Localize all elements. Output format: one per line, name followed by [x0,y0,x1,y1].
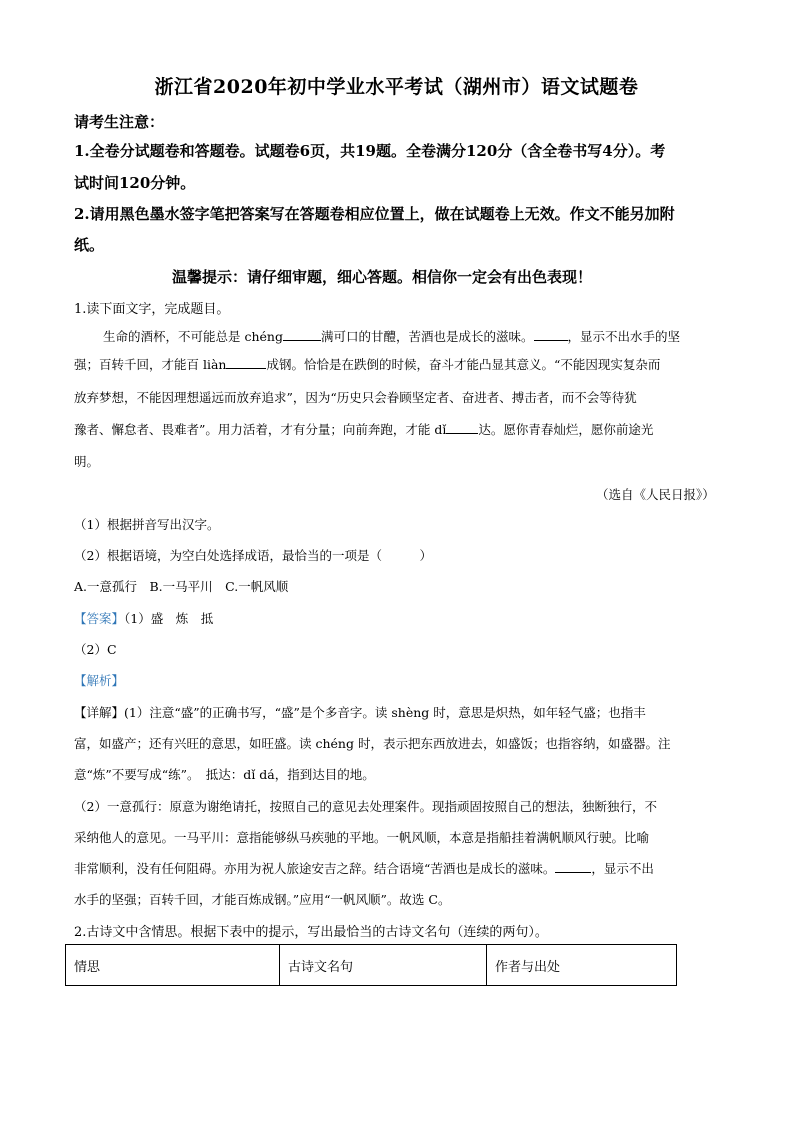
answer-2: （2）C [74,642,117,657]
answer-table [65,944,677,986]
detail-1-line-2: 富，如盛产；还有兴旺的意思，如旺盛。读 chéng 时，表示把东西放进去，如盛饭；也指容纳，如盛器。注 [74,736,671,751]
detail-1-line-1: 【详解】(1）注意“盛”的正确书写，“盛”是个多音字。读 shèng 时，意思是炽热，如年轻气盛；也指丰 [74,705,646,720]
passage-line-5: 明。 [74,454,100,469]
passage-text: 生命的酒杯，不可能总是 chéng [103,329,283,344]
table-row [66,945,677,986]
passage-source: （选自《人民日报》） [596,487,715,502]
passage-line-1 [103,327,680,345]
question-1-prompt: 1.读下面文字，完成题目。 [74,302,230,317]
blank-idiom-repeat [555,860,591,873]
notice-item-1-cont: 试时间120分钟。 [74,174,196,192]
blank-3 [446,421,478,434]
notice-heading: 请考生注意： [74,113,165,131]
detail-text: 非常顺利，没有任何阻碍。亦用为祝人旅途安吉之辞。结合语境“苦酒也是成长的滋味。 [74,861,556,876]
notice-item-2-cont: 纸。 [74,236,105,254]
question-2-prompt: 2.古诗文中含情思。根据下表中的提示，写出最恰当的古诗文名句（连续的两句）。 [74,925,548,940]
passage-text: 达。愿你青春灿烂，愿你前途光 [478,422,654,437]
passage-line-4 [74,420,653,438]
passage-line-2 [74,355,660,373]
answer-label: 【答案】 [74,611,125,626]
notice-item-2: 2.请用黑色墨水签字笔把答案写在答题卷相应位置上，做在试题卷上无效。作文不能另加附 [74,205,675,223]
answer-options: A.一意孤行 B.一马平川 C.一帆风顺 [74,579,289,594]
page-title: 浙江省2020年初中学业水平考试（湖州市）语文试题卷 [154,76,639,98]
passage-line-3: 放弃梦想，不能因理想遥远而放弃追求”，因为“历史只会眷顾坚定者、奋进者、搏击者，而不会等待犹 [74,390,637,405]
passage-text: 强；百转千回，才能百 liàn [74,357,227,372]
blank-1 [283,328,321,341]
detail-text: ，显示不出 [591,861,654,876]
detail-2-line-4: 水手的坚强；百转千回，才能百炼成钢。”应用“一帆风顺”。故选 C。 [74,892,451,907]
table-header-author: 作者与出处 [487,945,677,986]
detail-2-line-3 [74,859,654,877]
table-header-emotion: 情思 [66,945,280,986]
sub-question-2: （2）根据语境，为空白处选择成语，最恰当的一项是（ ） [74,548,432,563]
passage-text: 满可口的甘醴，苦酒也是成长的滋味。 [320,329,534,344]
blank-idiom [534,328,568,341]
detail-1-line-3: 意“炼”不要写成“练”。 抵达：dǐ dá，指到达目的地。 [74,767,375,782]
answer-line [74,609,213,627]
detail-2-line-1: （2）一意孤行：原意为谢绝请托，按照自己的意见去处理案件。现指顽固按照自己的想法，独断独行，不 [74,799,657,814]
blank-2 [226,356,266,369]
detail-2-line-2: 采纳他人的意见。一马平川：意指能够纵马疾驰的平地。一帆风顺，本意是指船挂着满帆顺风行驶。比喻 [74,830,650,845]
notice-item-1: 1.全卷分试题卷和答题卷。试题卷6页，共19题。全卷满分120分（含全卷书写4分）。考 [74,142,666,160]
answer-1: （1）盛 炼 抵 [124,611,214,626]
table-header-quote: 古诗文名句 [280,945,487,986]
sub-question-1: （1）根据拼音写出汉字。 [74,517,220,532]
notice-tip: 温馨提示：请仔细审题，细心答题。相信你一定会有出色表现！ [172,268,593,286]
passage-text: 豫者、懈怠者、畏难者”。用力活着，才有分量；向前奔跑，才能 dǐ [74,422,447,437]
analysis-label: 【解析】 [74,673,125,688]
passage-text: 成钢。恰恰是在跌倒的时候，奋斗才能凸显其意义。“不能因现实复杂而 [266,357,661,372]
passage-text: ，显示不出水手的坚 [567,329,681,344]
